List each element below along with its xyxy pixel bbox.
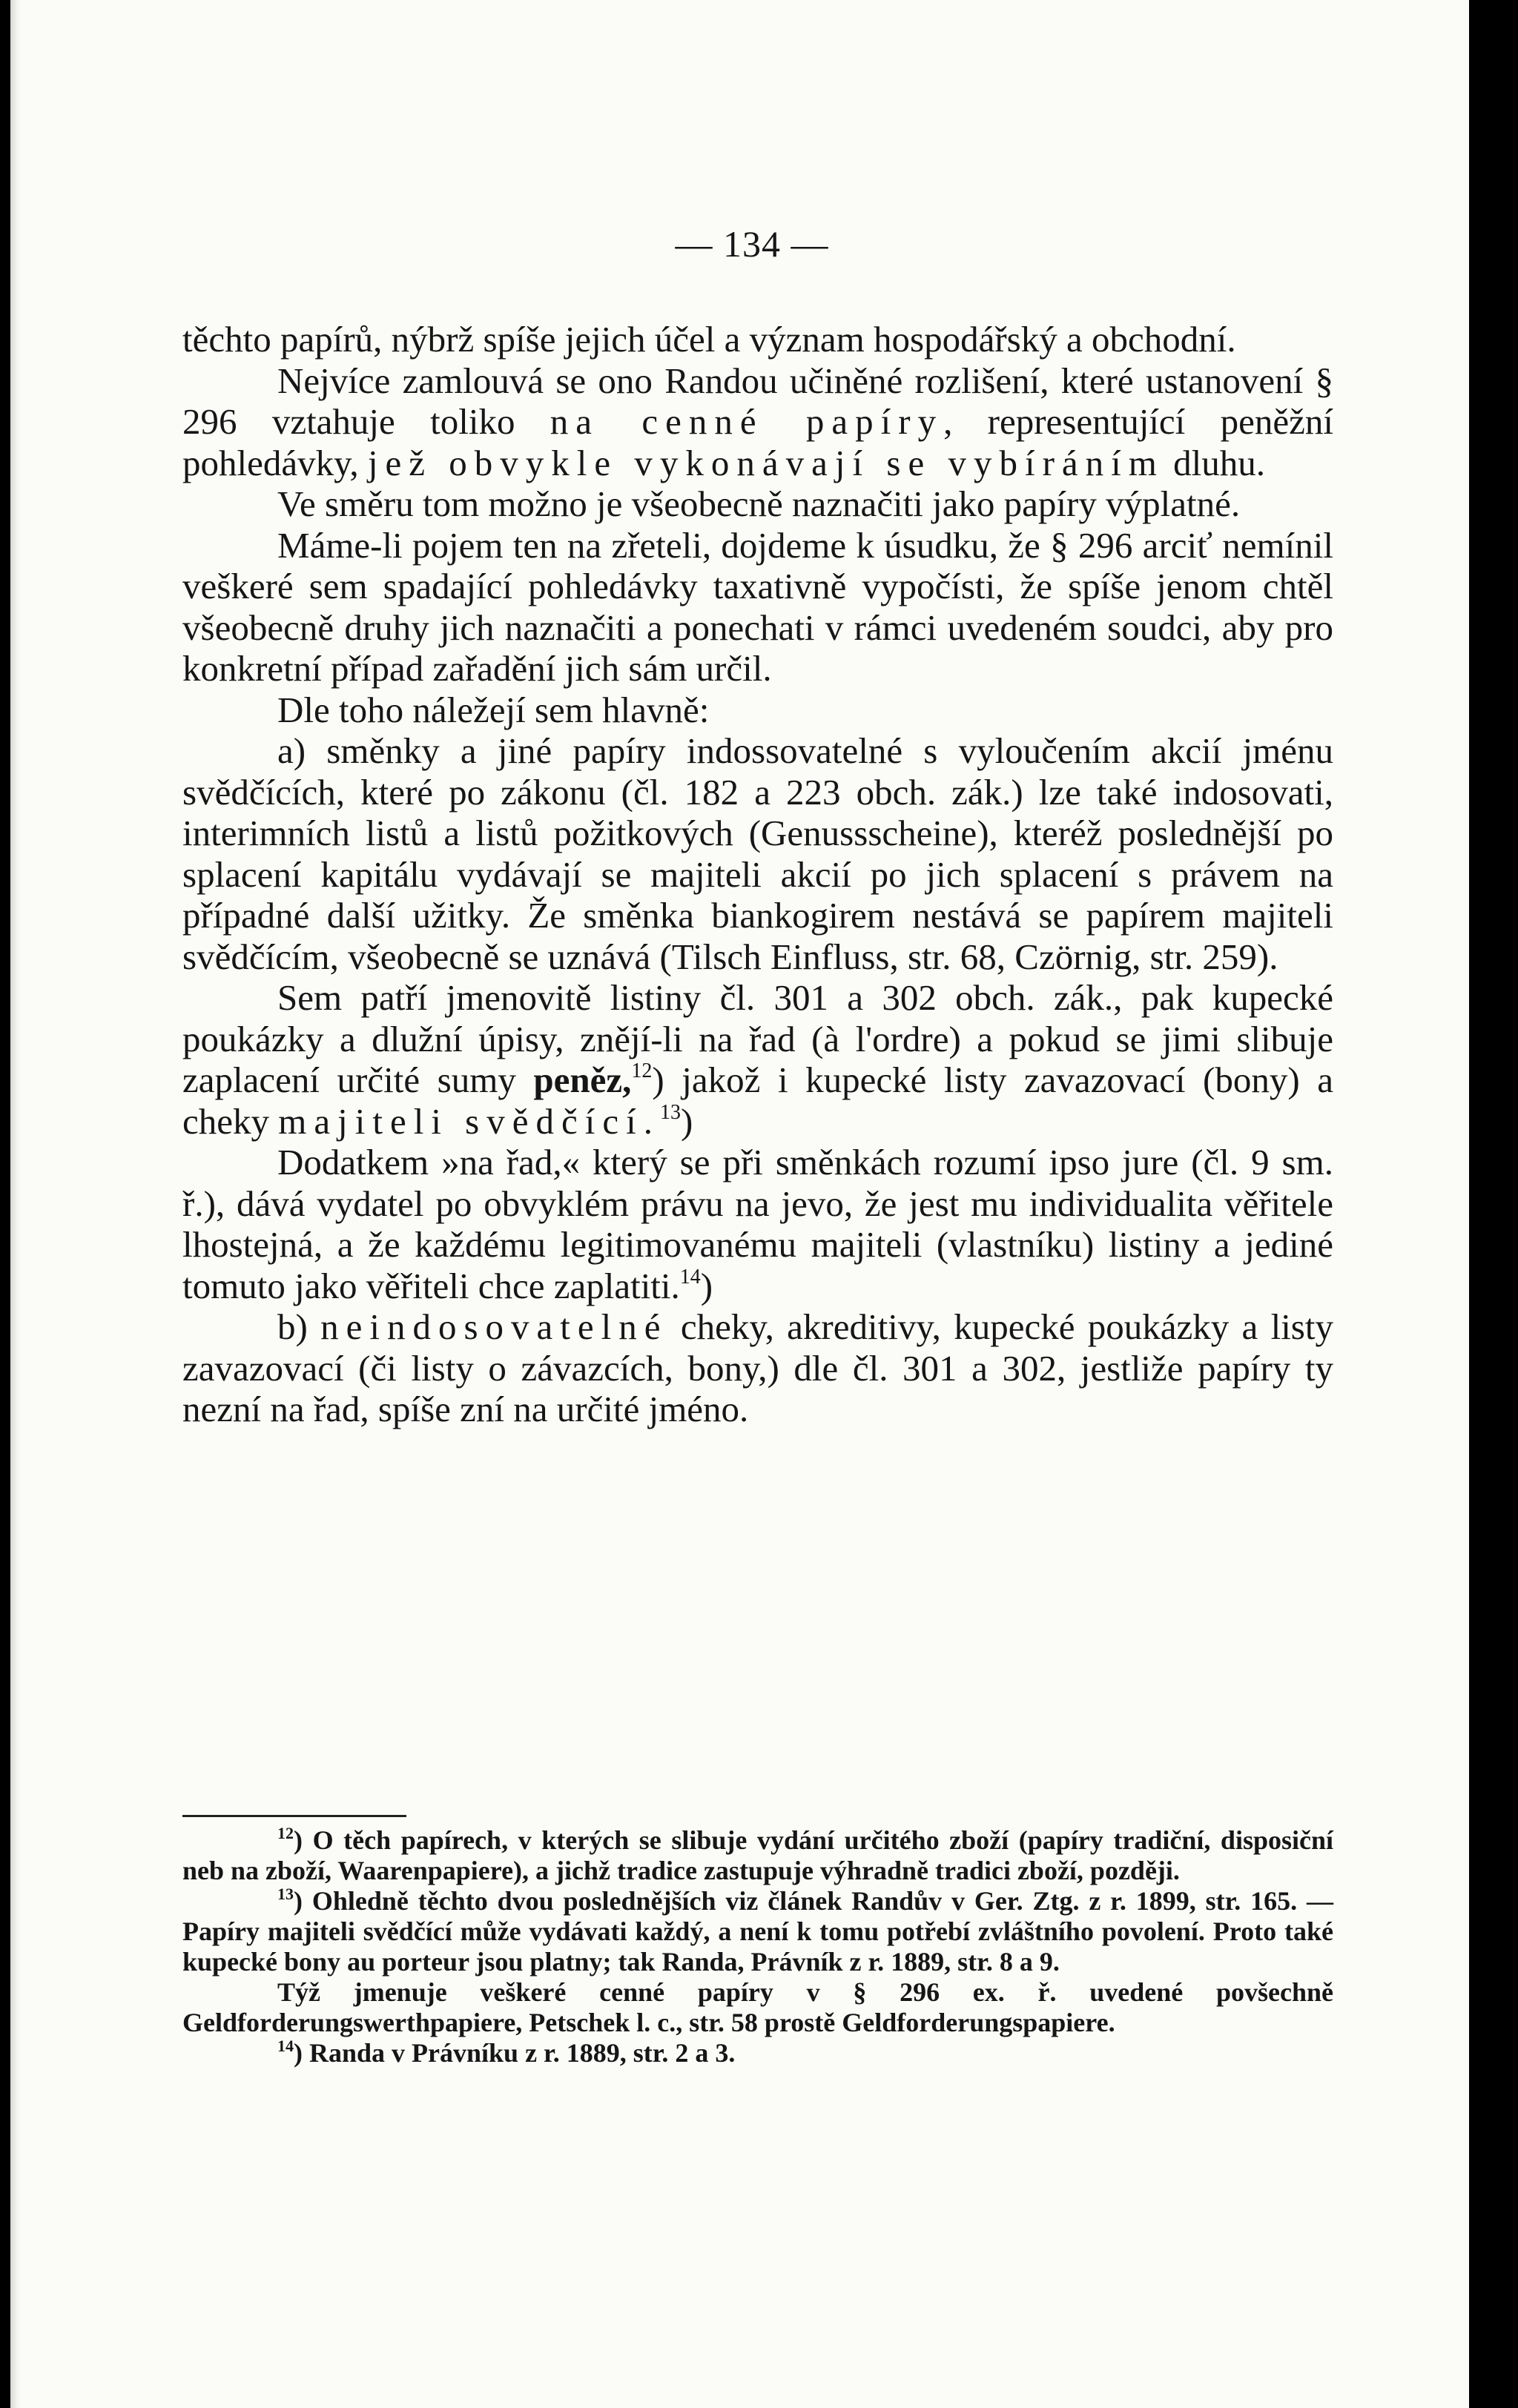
- paragraph-6: a) směnky a jiné papíry indossovatelné s vyloučením akcií jménu svědčících, které po zákonu (čl. 182 a 223 obch. zák.) lze také indosovati, interimních listů a listů požitkových (Genussscheine), kteréž poslednější po splacení kapitálu vydávají se majiteli akcií po jich splacení s právem na případné další užitky. Že směnka biankogirem nestává se papírem majiteli svědčícím, všeobecně se uznává (Tilsch Einfluss, str. 68, Czörnig, str. 259).: [182, 730, 1333, 977]
- paragraph-1: těchto papírů, nýbrž spíše jejich účel a význam hospodářský a obchodní.: [182, 319, 1236, 360]
- footnote-13: [182, 1886, 1333, 1977]
- footnote-12-text: ) O těch papírech, v kterých se slibuje vydání určitého zboží (papíry tradiční, disposiční neb na zboží, Waarenpapiere), a jichž tradice zastupuje výhradně tradici zboží, později.: [182, 1825, 1333, 1885]
- paragraph-5: Dle toho náležejí sem hlavně:: [277, 689, 710, 730]
- footnote-ref-13: 13: [659, 1100, 681, 1124]
- paragraph-2-text-c: dluhu.: [1164, 442, 1265, 483]
- footnotes: [182, 1825, 1333, 2068]
- paragraph-7-emphasis: majiteli svědčící.: [278, 1100, 660, 1142]
- footnote-ref-14: 14: [679, 1265, 701, 1289]
- paragraph-7-text-c: ): [680, 1100, 693, 1142]
- paragraph-2-emphasis-1: na cenné papíry: [550, 401, 944, 442]
- paragraph-8: [182, 1142, 1333, 1306]
- body-text: [182, 319, 1333, 1430]
- footnote-12: [182, 1825, 1333, 1886]
- book-page: [10, 0, 1494, 2408]
- footnote-14: [182, 2038, 1333, 2068]
- paragraph-8-text-b: ): [700, 1265, 713, 1306]
- paragraph-9-text-a: b): [277, 1306, 321, 1347]
- paragraph-7-text-b: ) jakož i kupecké listy zavazovací (bony) a cheky: [182, 1059, 1334, 1142]
- footnote-12-number: 12: [277, 1824, 294, 1842]
- footnote-13-continued: Týž jmenuje veškeré cenné papíry v § 296 ex. ř. uvedené povšechně Geldforderungswerthpapiere, Petschek l. c., str. 58 prostě Geldforderungspapiere.: [182, 1977, 1333, 2037]
- paragraph-2-text-a: Nejvíce zamlouvá se ono Randou učiněné rozlišení, které ustanovení § 296 vztahuje toliko: [182, 360, 1333, 442]
- paragraph-8-text-a: Dodatkem »na řad,« který se při směnkách rozumí ipso jure (čl. 9 sm. ř.), dává vydatel po obvyklém právu na jevo, že jest mu individualita věřitele lhostejná, a že každému legitimovanému majiteli (vlastníku) listiny a jediné tomuto jako věřiteli chce zaplatiti.: [182, 1142, 1333, 1306]
- paragraph-2: [182, 360, 1333, 484]
- page-binding-edge: [10, 0, 21, 2408]
- page-number: — 134 —: [675, 223, 829, 265]
- paragraph-2-text-b: , representující peněžní pohledávky,: [182, 401, 1333, 483]
- paragraph-9-text-b: cheky, akreditivy, kupecké poukázky a listy zavazovací (či listy o závazcích, bony,) dle čl. 301 a 302, jestliže papíry ty nezní na řad, spíše zní na určité jméno.: [182, 1306, 1333, 1429]
- paragraph-3: Ve směru tom možno je všeobecně naznačiti jako papíry výplatné.: [277, 483, 1241, 524]
- paragraph-9-emphasis: neindosovatelné: [320, 1306, 668, 1347]
- footnote-ref-12: 12: [631, 1059, 653, 1082]
- paragraph-2-emphasis-2: jež obvykle vykonávají se vybíráním: [367, 442, 1164, 483]
- paragraph-7-text-a: Sem patří jmenovitě listiny čl. 301 a 302 obch. zák., pak kupecké poukázky a dlužní úpisy, znějí-li na řad (à l'ordre) a pokud se jimi slibuje zaplacení určité sumy: [182, 977, 1333, 1100]
- footnote-14-text: ) Randa v Právníku z r. 1889, str. 2 a 3.: [294, 2038, 736, 2068]
- paragraph-7: [182, 977, 1333, 1142]
- paragraph-9: [182, 1306, 1333, 1430]
- scan-border: [1469, 0, 1494, 2408]
- footnote-divider: [182, 1815, 406, 1817]
- footnote-13-text: ) Ohledně těchto dvou poslednějších viz článek Randův v Ger. Ztg. z r. 1899, str. 165. — Papíry majiteli svědčící může vydávati každý, a není k tomu potřebí zvláštního povolení. Proto také kupecké bony au porteur jsou platny; tak Randa, Právník z r. 1889, str. 8 a 9.: [182, 1886, 1333, 1977]
- footnote-13-number: 13: [277, 1885, 294, 1903]
- paragraph-7-bold: peněz,: [533, 1059, 632, 1100]
- paragraph-4: Máme-li pojem ten na zřeteli, dojdeme k úsudku, že § 296 arciť nemínil veškeré sem spadající pohledávky taxativně vypočísti, že spíše jenom chtěl všeobecně druhy jich naznačiti a ponechati v rámci uvedeném soudci, aby pro konkretní případ zařadění jich sám určil.: [182, 524, 1333, 689]
- footnote-14-number: 14: [277, 2037, 294, 2055]
